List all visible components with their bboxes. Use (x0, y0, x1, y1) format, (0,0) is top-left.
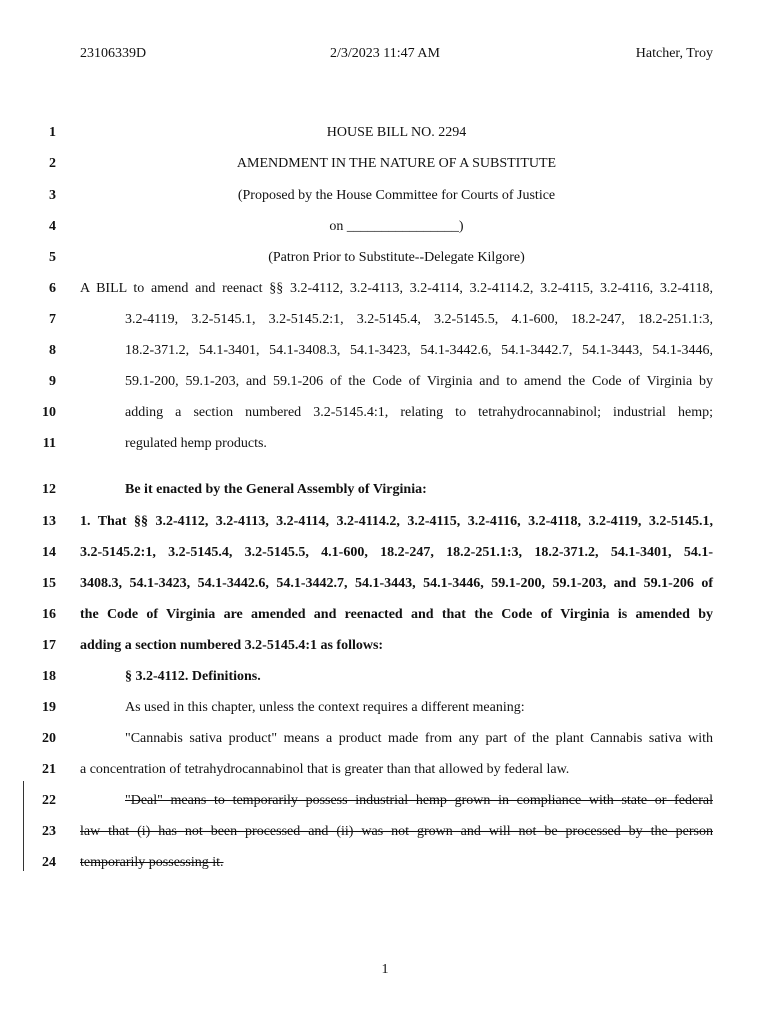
line-text: a concentration of tetrahydrocannabinol that is greater than that allowed by federal law. (80, 762, 570, 777)
line-text: the Code of Virginia are amended and reenacted and that the Code of Virginia is amended by (80, 607, 713, 622)
line-text: 1. That §§ 3.2-4112, 3.2-4113, 3.2-4114, 3.2-4114.2, 3.2-4115, 3.2-4116, 3.2-4118, 3.2-4119, 3.2-5145.1, (80, 514, 713, 529)
line-number: 14 (42, 545, 56, 560)
line-number: 23 (42, 824, 56, 839)
line-number: 21 (42, 762, 56, 777)
page-number: 1 (381, 962, 389, 977)
line-number: 13 (42, 514, 56, 529)
bill-line-6 (0, 278, 770, 300)
document-author: Hatcher, Troy (635, 46, 713, 61)
line-number: 12 (42, 482, 56, 497)
bill-line-1 (0, 122, 770, 144)
line-number: 15 (42, 576, 56, 591)
bill-line-2 (0, 153, 770, 175)
line-text: A BILL to amend and reenact §§ 3.2-4112, 3.2-4113, 3.2-4114, 3.2-4114.2, 3.2-4115, 3.2-4116, 3.2-4118, (80, 281, 713, 296)
line-number: 9 (49, 374, 56, 389)
document-id: 23106339D (80, 46, 147, 61)
line-number: 24 (42, 855, 56, 870)
bill-line-9 (0, 371, 770, 393)
line-number: 11 (42, 436, 56, 451)
line-text: adding a section numbered 3.2-5145.4:1 as follows: (80, 638, 384, 653)
bill-title: HOUSE BILL NO. 2294 (326, 125, 467, 140)
bill-line-22 (0, 790, 770, 812)
bill-line-20 (0, 728, 770, 750)
line-number: 16 (42, 607, 56, 622)
line-text: 3.2-5145.2:1, 3.2-5145.4, 3.2-5145.5, 4.1-600, 18.2-247, 18.2-251.1:3, 18.2-371.2, 54.1-3401, 54.1- (80, 545, 713, 560)
line-number: 3 (49, 188, 56, 203)
bill-line-15 (0, 573, 770, 595)
bill-line-11 (0, 433, 770, 455)
line-number: 6 (49, 281, 56, 296)
bill-line-5 (0, 247, 770, 269)
line-number: 17 (42, 638, 56, 653)
line-number: 1 (49, 125, 56, 140)
line-text: 3408.3, 54.1-3423, 54.1-3442.6, 54.1-3442.7, 54.1-3443, 54.1-3446, 59.1-200, 59.1-203, and 59.1-206 of (80, 576, 713, 591)
line-number: 20 (42, 731, 56, 746)
line-text: As used in this chapter, unless the context requires a different meaning: (125, 700, 525, 715)
bill-line-19 (0, 697, 770, 719)
bill-line-18 (0, 666, 770, 688)
bill-line-3 (0, 185, 770, 207)
bill-line-16 (0, 604, 770, 626)
line-text: adding a section numbered 3.2-5145.4:1, relating to tetrahydrocannabinol; industrial hemp; (125, 405, 713, 420)
struck-text: "Deal" means to temporarily possess industrial hemp grown in compliance with state or federal (125, 793, 713, 808)
bill-line-8 (0, 340, 770, 362)
line-number: 18 (42, 669, 56, 684)
bill-line-13 (0, 511, 770, 533)
bill-line-7 (0, 309, 770, 331)
line-number: 5 (49, 250, 56, 265)
line-number: 8 (49, 343, 56, 358)
proposed-by: (Proposed by the House Committee for Courts of Justice (237, 188, 556, 203)
line-number: 4 (49, 219, 56, 234)
struck-text: temporarily possessing it. (80, 855, 224, 870)
line-text: 3.2-4119, 3.2-5145.1, 3.2-5145.2:1, 3.2-5145.4, 3.2-5145.5, 4.1-600, 18.2-247, 18.2-251.1:3, (125, 312, 713, 327)
struck-text: law that (i) has not been processed and (ii) was not grown and will not be processed by the person (80, 824, 713, 839)
bill-line-4 (0, 216, 770, 238)
bill-line-17 (0, 635, 770, 657)
page-header (0, 46, 770, 66)
line-number: 7 (49, 312, 56, 327)
bill-line-24 (0, 852, 770, 874)
line-number: 2 (49, 156, 56, 171)
bill-line-14 (0, 542, 770, 564)
line-text: regulated hemp products. (125, 436, 267, 451)
amendment-heading: AMENDMENT IN THE NATURE OF A SUBSTITUTE (236, 156, 557, 171)
patron: (Patron Prior to Substitute--Delegate Kilgore) (268, 250, 525, 265)
line-number: 22 (42, 793, 56, 808)
bill-line-12 (0, 479, 770, 501)
revision-change-bar (23, 781, 24, 871)
bill-line-21 (0, 759, 770, 781)
line-number: 10 (42, 405, 56, 420)
proposed-date: on ________________) (329, 219, 464, 234)
line-text: 59.1-200, 59.1-203, and 59.1-206 of the Code of Virginia and to amend the Code of Virginia by (125, 374, 713, 389)
document-timestamp: 2/3/2023 11:47 AM (330, 46, 440, 61)
line-text: "Cannabis sativa product" means a product made from any part of the plant Cannabis sativa with (125, 731, 713, 746)
enacting-clause: Be it enacted by the General Assembly of Virginia: (125, 482, 427, 497)
bill-line-10 (0, 402, 770, 424)
line-text: 18.2-371.2, 54.1-3401, 54.1-3408.3, 54.1-3423, 54.1-3442.6, 54.1-3442.7, 54.1-3443, 54.1-3446, (125, 343, 713, 358)
section-heading: § 3.2-4112. Definitions. (125, 669, 261, 684)
line-number: 19 (42, 700, 56, 715)
bill-line-23 (0, 821, 770, 843)
